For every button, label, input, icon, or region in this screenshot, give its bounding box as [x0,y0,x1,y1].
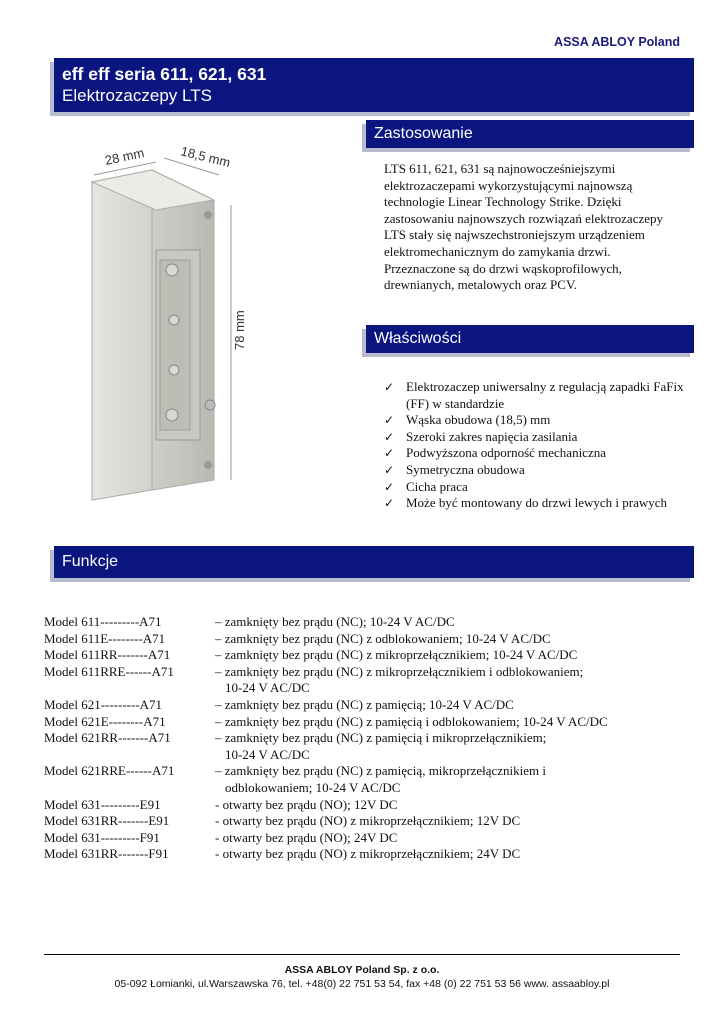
model-description-text: - otwarty bez prądu (NO); 24V DC [215,829,398,845]
model-name: Model 631---------E91 [44,796,161,812]
model-row [44,714,684,731]
page-subtitle: Elektrozaczepy LTS [62,86,212,105]
features-list [384,379,684,512]
model-row [44,664,684,697]
checkmark-icon: ✓ [384,446,395,461]
model-name: Model 621E--------A71 [44,713,166,729]
model-description [215,614,684,631]
feature-text: Elektrozaczep uniwersalny z regulacją zapadki FaFix (FF) w standardzie [406,379,684,411]
model-description-text: – zamknięty bez prądu (NC) z pamięcią; 10-24 V AC/DC [215,696,514,712]
model-description [215,763,684,796]
model-row [44,813,684,830]
footer-address: 05-092 Łomianki, ul.Warszawska 76, tel. +48(0) 22 751 53 54, fax +48 (0) 22 751 53 56 www. assaabloy.pl [114,978,610,990]
feature-item [384,429,684,446]
feature-item [384,462,684,479]
model-description [215,813,684,830]
model-row [44,647,684,664]
strike-front-face [92,170,152,500]
model-description [215,697,684,714]
model-row [44,846,684,863]
feature-item [384,412,684,429]
section-header-wlasciwosci [366,325,694,353]
model-description-text: – zamknięty bez prądu (NC) z mikroprzełącznikiem i odblokowaniem; [215,663,584,679]
screw-icon [169,315,179,325]
footer-company: ASSA ABLOY Poland Sp. z o.o. [284,964,440,976]
width-label: 28 mm [103,145,146,168]
model-description-continued: 10-24 V AC/DC [225,746,310,762]
model-description-text: – zamknięty bez prądu (NC); 10-24 V AC/DC [215,614,455,629]
zastosowanie-text: LTS 611, 621, 631 są najnowocześniejszymi elektrozaczepami wykorzystującymi najnowszą technologie Linear Technology Strike. Dzięki zastosowaniu najnowszych rozwiązań elektrozaczepy LTS stały się najwszechstroniejszym urządzeniem elektromechanicznym do zamykania drzwi. Przeznaczone są do drzwi wąskoprofilowych, drewnianych, metalowych oraz PCV. [384,161,664,293]
model-description [215,647,684,664]
model-row [44,697,684,714]
section-title-wlasciwosci: Właściwości [374,330,462,347]
model-name: Model 621RRE------A71 [44,763,175,779]
feature-item [384,479,684,496]
model-name: Model 611RR-------A71 [44,647,171,663]
model-description-text: - otwarty bez prądu (NO) z mikroprzełącznikiem; 12V DC [215,813,521,829]
checkmark-icon: ✓ [384,429,395,444]
model-description [215,830,684,847]
model-description [215,714,684,731]
model-description-continued: 10-24 V AC/DC [225,680,310,696]
feature-text: Wąska obudowa (18,5) mm [406,412,551,428]
model-description [215,631,684,648]
model-name: Model 631---------F91 [44,829,160,845]
section-header-funkcje [54,546,694,578]
product-image [64,140,276,505]
model-name: Model 631RR-------E91 [44,813,170,829]
mounting-hole-icon [204,461,212,469]
model-name: Model 611---------A71 [44,614,162,629]
model-row [44,797,684,814]
screw-icon [166,409,178,421]
header-brand: ASSA ABLOY Poland [554,35,680,49]
footer [44,963,680,991]
model-description-text: – zamknięty bez prądu (NC) z pamięcią, mikroprzełącznikiem i [215,763,546,779]
feature-text: Szeroki zakres napięcia zasilania [406,428,578,444]
feature-text: Symetryczna obudowa [406,461,525,477]
section-title-funkcje: Funkcje [62,553,119,570]
model-row [44,614,684,631]
height-label: 78 mm [232,310,247,350]
checkmark-icon: ✓ [384,479,395,494]
model-name: Model 621---------A71 [44,696,163,712]
checkmark-icon: ✓ [384,496,395,511]
mounting-hole-icon [204,211,212,219]
title-banner [54,58,694,112]
section-header-zastosowanie [366,120,694,148]
models-list [44,614,684,863]
model-description [215,846,684,863]
feature-text: Podwyższona odporność mechaniczna [406,445,606,461]
model-name: Model 631RR-------F91 [44,846,169,862]
model-name: Model 611E--------A71 [44,630,166,646]
model-description-text: - otwarty bez prądu (NO); 12V DC [215,796,398,812]
model-description [215,730,684,763]
feature-item [384,379,684,412]
model-description-text: - otwarty bez prądu (NO) z mikroprzełącznikiem; 24V DC [215,846,521,862]
feature-item [384,445,684,462]
model-description [215,797,684,814]
feature-item [384,495,684,512]
feature-text: Cicha praca [406,478,468,494]
model-description-text: – zamknięty bez prądu (NC) z pamięcią i mikroprzełącznikiem; [215,730,547,746]
model-description-continued: odblokowaniem; 10-24 V AC/DC [225,779,401,795]
checkmark-icon: ✓ [384,462,395,477]
screw-icon [169,365,179,375]
model-row [44,830,684,847]
footer-divider [44,954,680,955]
model-row [44,763,684,796]
model-description [215,664,684,697]
depth-label: 18,5 mm [179,143,232,171]
section-title-zastosowanie: Zastosowanie [374,125,473,142]
model-description-text: – zamknięty bez prądu (NC) z mikroprzełącznikiem; 10-24 V AC/DC [215,647,578,663]
adjust-screw-icon [205,400,215,410]
model-row [44,730,684,763]
model-name: Model 611RRE------A71 [44,663,174,679]
page-title: eff eff seria 611, 621, 631 [62,64,267,84]
screw-icon [166,264,178,276]
model-row [44,631,684,648]
checkmark-icon: ✓ [384,380,395,394]
model-description-text: – zamknięty bez prądu (NC) z pamięcią i odblokowaniem; 10-24 V AC/DC [215,713,608,729]
checkmark-icon: ✓ [384,413,395,428]
model-name: Model 621RR-------A71 [44,730,171,746]
model-description-text: – zamknięty bez prądu (NC) z odblokowaniem; 10-24 V AC/DC [215,630,551,646]
feature-text: Może być montowany do drzwi lewych i prawych [406,495,668,511]
